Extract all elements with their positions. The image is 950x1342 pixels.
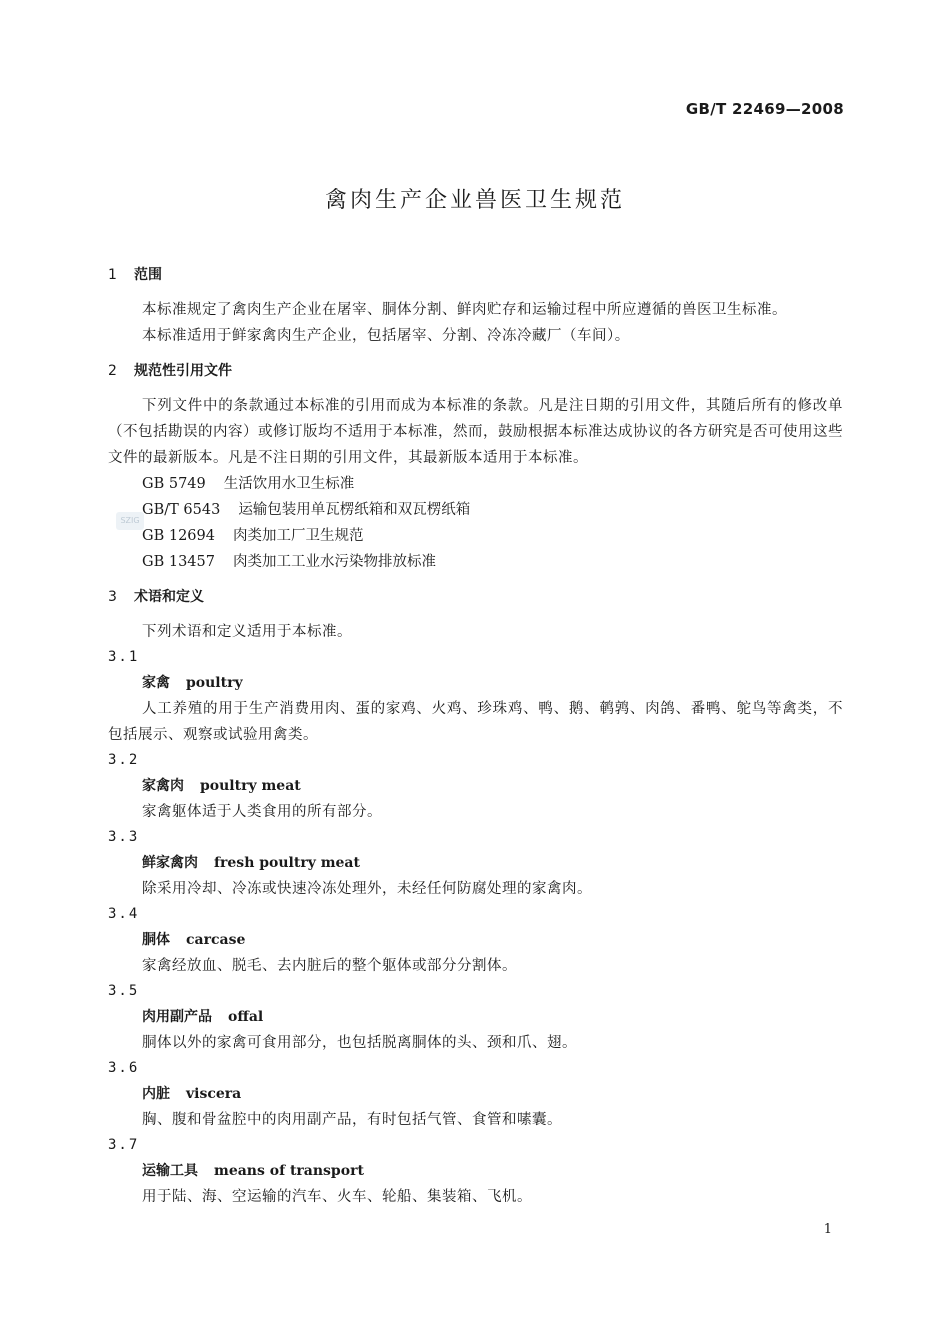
reference-item: [108, 471, 843, 497]
term-heading: [108, 670, 843, 696]
term-en: means of transport: [214, 1163, 364, 1179]
term-definition: 除采用冷却、冷冻或快速冷冻处理外，未经任何防腐处理的家禽肉。: [142, 881, 592, 897]
reference-code: GB 5749: [142, 476, 206, 492]
document-body: [108, 262, 843, 1210]
clause-number: 3.5: [108, 983, 140, 999]
reference-item: [108, 523, 843, 549]
term-en: fresh poultry meat: [214, 855, 360, 871]
section-number: 2: [108, 363, 117, 379]
paragraph: 下列术语和定义适用于本标准。: [142, 624, 352, 640]
term-zh: 运输工具: [142, 1163, 198, 1179]
term-en: carcase: [186, 932, 246, 948]
reference-item: [108, 497, 843, 523]
term-zh: 肉用副产品: [142, 1009, 212, 1025]
term-en: poultry meat: [200, 778, 301, 794]
clause-number: 3.4: [108, 906, 140, 922]
term-heading: [108, 1081, 843, 1107]
term-heading: [108, 850, 843, 876]
paragraph: 本标准规定了禽肉生产企业在屠宰、胴体分割、鲜肉贮存和运输过程中所应遵循的兽医卫生标准。: [142, 302, 787, 318]
watermark-logo-icon: SZIG: [116, 512, 144, 530]
term-en: poultry: [186, 675, 243, 691]
clause-number: 3.1: [108, 649, 140, 665]
term-heading: [108, 773, 843, 799]
page-number: 1: [823, 1222, 832, 1237]
standard-code: GB/T 22469—2008: [685, 100, 844, 118]
term-zh: 鲜家禽肉: [142, 855, 198, 871]
section-heading-normative-references: [108, 358, 843, 384]
section-heading-scope: [108, 262, 843, 288]
reference-name: 运输包装用单瓦楞纸箱和双瓦楞纸箱: [238, 502, 471, 518]
term-en: offal: [228, 1009, 264, 1025]
section-title: 术语和定义: [134, 589, 204, 605]
clause-number: 3.7: [108, 1137, 140, 1153]
term-definition: 胸、腹和骨盆腔中的肉用副产品，有时包括气管、食管和嗉囊。: [142, 1112, 562, 1128]
term-heading: [108, 1004, 843, 1030]
reference-code: GB/T 6543: [142, 502, 221, 518]
reference-item: [108, 549, 843, 575]
section-number: 3: [108, 589, 117, 605]
term-definition: 胴体以外的家禽可食用部分，也包括脱离胴体的头、颈和爪、翅。: [142, 1035, 577, 1051]
term-definition: 用于陆、海、空运输的汽车、火车、轮船、集装箱、飞机。: [142, 1189, 532, 1205]
reference-name: 生活饮用水卫生标准: [223, 476, 355, 492]
term-heading: [108, 1158, 843, 1184]
reference-code: GB 13457: [142, 554, 215, 570]
term-en: viscera: [186, 1086, 242, 1102]
paragraph: 下列文件中的条款通过本标准的引用而成为本标准的条款。凡是注日期的引用文件，其随后所有的修改单（不包括勘误的内容）或修订版均不适用于本标准，然而，鼓励根据本标准达成协议的各方研究是否可使用这些文件的最新版本。凡是不注日期的引用文件，其最新版本适用于本标准。: [108, 398, 843, 466]
section-title: 范围: [134, 267, 162, 283]
document-title: 禽肉生产企业兽医卫生规范: [324, 188, 625, 213]
term-zh: 胴体: [142, 932, 170, 948]
term-heading: [108, 927, 843, 953]
term-zh: 内脏: [142, 1086, 170, 1102]
term-definition: 家禽经放血、脱毛、去内脏后的整个躯体或部分分割体。: [142, 958, 517, 974]
paragraph: 本标准适用于鲜家禽肉生产企业，包括屠宰、分割、冷冻冷藏厂（车间）。: [142, 328, 630, 344]
section-title: 规范性引用文件: [134, 363, 232, 379]
term-zh: 家禽肉: [142, 778, 184, 794]
reference-name: 肉类加工工业水污染物排放标准: [232, 554, 436, 570]
reference-name: 肉类加工厂卫生规范: [232, 528, 364, 544]
reference-code: GB 12694: [142, 528, 215, 544]
term-definition: 家禽躯体适于人类食用的所有部分。: [142, 804, 382, 820]
section-number: 1: [108, 267, 117, 283]
section-heading-terms-definitions: [108, 584, 843, 610]
term-zh: 家禽: [142, 675, 170, 691]
clause-number: 3.2: [108, 752, 140, 768]
term-definition: 人工养殖的用于生产消费用肉、蛋的家鸡、火鸡、珍珠鸡、鸭、鹅、鹌鹑、肉鸽、番鸭、鸵鸟等禽类，不包括展示、观察或试验用禽类。: [108, 701, 843, 743]
clause-number: 3.3: [108, 829, 140, 845]
clause-number: 3.6: [108, 1060, 140, 1076]
